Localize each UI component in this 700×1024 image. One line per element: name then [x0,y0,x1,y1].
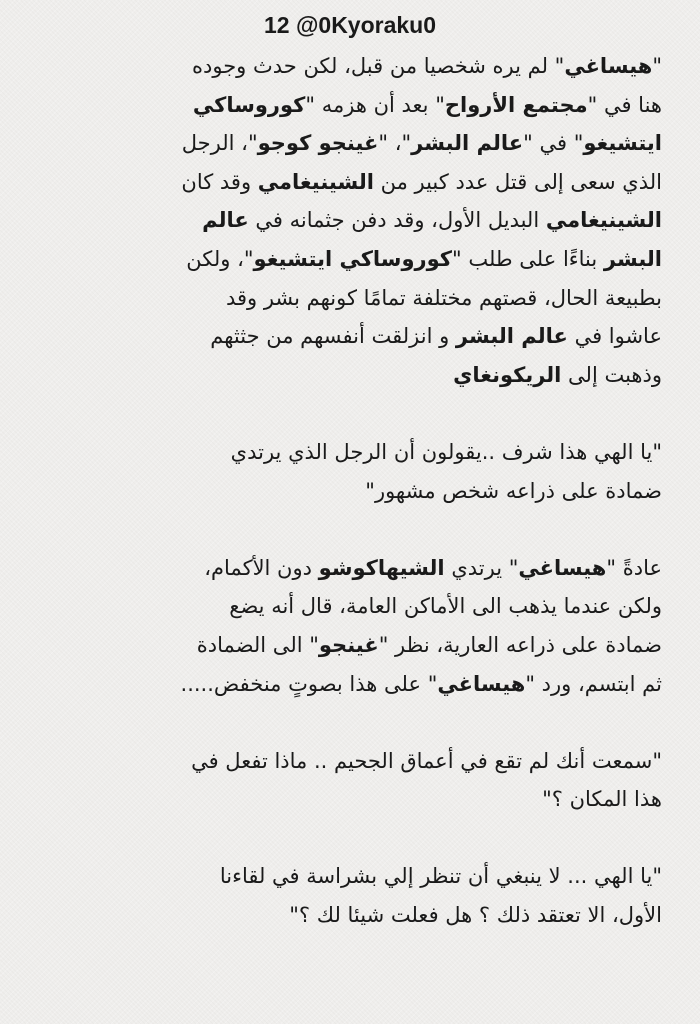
text-segment: عاشوا في [567,324,662,349]
text-segment: ثم ابتسم، ورد " [525,671,662,696]
text-segment: " لم يره شخصيا من قبل، لكن حدث وجوده [192,54,565,78]
text-segment: "يا الهي ... لا ينبغي أن تنظر إلي بشراسة في لقاءنا [219,864,662,889]
bold-term: مجتمع الأرواح [444,92,588,117]
bold-term: هيساغي [564,54,653,78]
text-line [50,356,662,395]
text-segment: ضمادة على ذراعه العارية، نظر " [378,632,662,657]
text-line [50,549,662,588]
text-segment: "، ولكن [186,246,254,271]
text-segment: الأول، الا تعتقد ذلك ؟ هل فعلت شيئا لك ؟" [289,903,662,928]
paragraph-gap [50,394,662,433]
text-line [50,587,662,626]
paragraph-gap [50,819,662,858]
bold-term: الشينيغامي [257,169,374,194]
text-segment: دون الأكمام، [204,555,319,580]
author-handle: @0Kyoraku0 [295,12,437,38]
text-segment: "، الرجل [181,131,258,156]
text-segment: ولكن عندما يذهب الى الأماكن العامة، قال أنه يضع [229,594,662,619]
text-segment: " يرتدي [444,555,519,580]
text-segment: بطبيعة الحال، قصتهم مختلفة تمامًا كونهم بشر وقد [225,285,662,310]
text-segment: وقد كان [181,169,258,194]
bold-term: البشر [603,246,662,271]
text-line [50,201,662,240]
text-segment: هذا المكان ؟" [542,787,662,812]
text-segment: وذهبت إلى [561,362,662,387]
story-text [50,47,662,935]
paragraph [50,857,662,934]
bold-term: غينجو كوجو [257,131,379,156]
text-line [50,240,662,279]
paragraph-gap [50,510,662,549]
text-segment: عادةً " [606,555,662,580]
bold-term: هيساغي [518,555,607,580]
text-segment: " [652,54,662,78]
paragraph [50,549,662,703]
text-line [50,780,662,819]
text-line [50,896,662,935]
text-line [50,124,662,163]
bold-term: هيساغي [437,671,526,696]
text-segment: الذي سعى إلى قتل عدد كبير من [373,169,662,194]
bold-term: عالم [202,208,249,233]
text-line [50,742,662,781]
text-line [50,163,662,202]
paragraph-gap [50,703,662,742]
text-segment: "، " [378,131,412,156]
bold-term: الشيهاكوشو [318,555,445,580]
text-line [50,86,662,125]
bold-term: كوروساكي [192,92,306,117]
text-segment: البديل الأول، وقد دفن جثمانه في [248,208,546,233]
text-segment: " الى الضمادة [196,632,319,657]
text-segment: "يا الهي هذا شرف ..يقولون أن الرجل الذي يرتدي [230,439,662,464]
text-line [50,665,662,704]
text-segment: " على هذا بصوتٍ منخفض..... [180,671,438,696]
text-segment: ضمادة على ذراعه شخص مشهور" [365,478,662,503]
text-segment: " في " [523,131,584,156]
bold-term: كوروساكي ايتشيغو [253,246,452,271]
bold-term: غينجو [318,632,379,657]
page-number: 12 [263,12,290,38]
paragraph [50,742,662,819]
bold-term: عالم البشر [411,131,524,156]
bold-term: الشينيغامي [545,208,662,233]
text-line [50,433,662,472]
page-header [0,10,700,40]
paragraph [50,433,662,510]
text-line [50,47,662,86]
text-line [50,317,662,356]
text-segment: بناءًا على طلب " [451,246,604,271]
bold-term: الريكونغاي [453,362,562,387]
text-segment: "سمعت أنك لم تقع في أعماق الجحيم .. ماذا تفعل في [191,748,662,773]
text-segment: " بعد أن هزمه " [305,92,445,117]
paragraph [50,47,662,394]
text-segment: هنا في " [587,92,662,117]
text-line [50,279,662,318]
text-line [50,626,662,665]
text-line [50,857,662,896]
text-line [50,472,662,511]
bold-term: عالم البشر [455,324,568,349]
bold-term: ايتشيغو [583,131,662,156]
text-segment: و انزلقت أنفسهم من جثثهم [210,324,456,349]
